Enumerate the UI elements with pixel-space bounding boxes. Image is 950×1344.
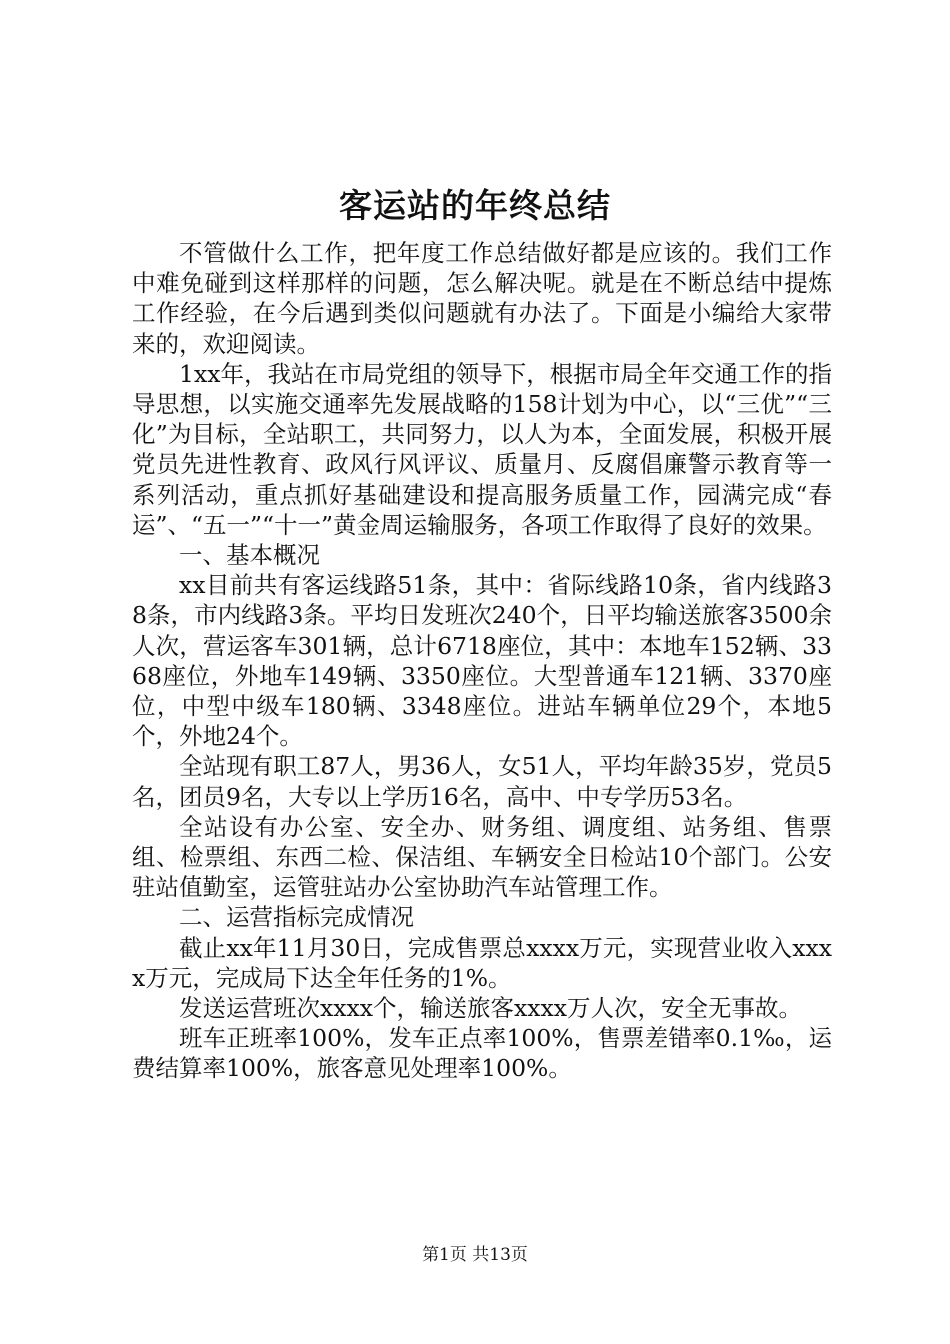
paragraph-revenue: 截止xx年11月30日，完成售票总xxxx万元，实现营业收入xxxx万元，完成局下达全年任务的1%。 (132, 933, 832, 992)
section-heading-basic-overview: 一、基本概况 (179, 541, 320, 570)
section-heading-operations: 二、运营指标完成情况 (179, 903, 414, 932)
paragraph-overview: 1xx年，我站在市局党组的领导下，根据市局全年交通工作的指导思想，以实施交通率先发展战略的158计划为中心，以“三优”“三化”为目标，全站职工，共同努力，以人为本，全面发展，积极开展党员先进性教育、政风行风评议、质量月、反腐倡廉警示教育等一系列活动，重点抓好基础建设和提高服务质量工作，园满完成“春运”、“五一”“十一”黄金周运输服务，各项工作取得了良好的效果。 (132, 359, 832, 539)
paragraph-rates: 班车正班率100%，发车正点率100%，售票差错率0.1‰，运费结算率100%，旅客意见处理率100%。 (132, 1024, 832, 1083)
paragraph-trips: 发送运营班次xxxx个，输送旅客xxxx万人次，安全无事故。 (179, 994, 803, 1023)
page-number-footer: 第1页 共13页 (422, 1245, 528, 1265)
document-body (132, 238, 832, 1084)
document-title: 客运站的年终总结 (339, 186, 611, 225)
paragraph-intro: 不管做什么工作，把年度工作总结做好都是应该的。我们工作中难免碰到这样那样的问题，怎么解决呢。就是在不断总结中提炼工作经验，在今后遇到类似问题就有办法了。下面是小编给大家带来的，欢迎阅读。 (132, 239, 832, 358)
paragraph-routes: xx目前共有客运线路51条，其中：省际线路10条，省内线路38条，市内线路3条。平均日发班次240个，日平均输送旅客3500余人次，营运客车301辆，总计6718座位，其中：本地车152辆、3368座位，外地车149辆、3350座位。大型普通车121辆、3370座位，中型中级车180辆、3348座位。进站车辆单位29个，本地5个，外地24个。 (132, 571, 832, 751)
paragraph-departments: 全站设有办公室、安全办、财务组、调度组、站务组、售票组、检票组、东西二检、保洁组、车辆安全日检站10个部门。公安驻站值勤室，运管驻站办公室协助汽车站管理工作。 (132, 812, 832, 902)
paragraph-staff: 全站现有职工87人，男36人，女51人，平均年龄35岁，党员5名，团员9名，大专以上学历16名，高中、中专学历53名。 (132, 752, 832, 811)
